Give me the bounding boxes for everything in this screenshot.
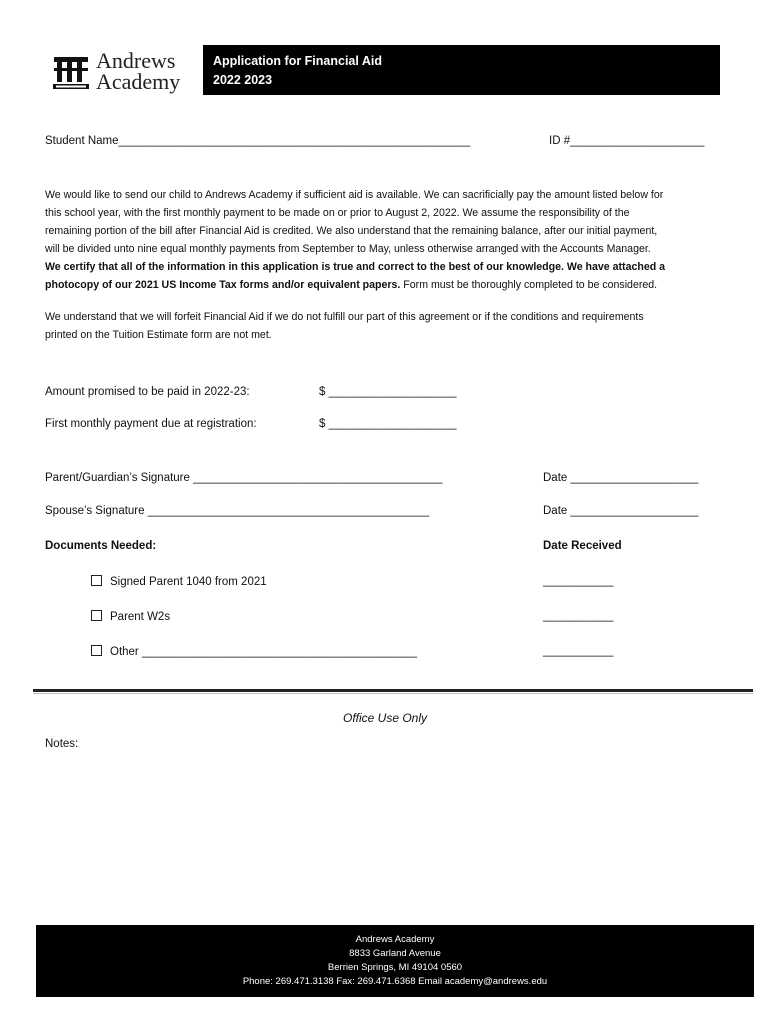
section-divider-shadow	[33, 693, 753, 694]
amount-promised-label: Amount promised to be paid in 2022-23:	[45, 386, 250, 398]
footer-city: Berrien Springs, MI 49104 0560	[327, 962, 463, 973]
section-divider	[33, 689, 753, 692]
academy-logo-icon	[52, 54, 90, 92]
amount-promised-field[interactable]: $ ____________________	[319, 386, 457, 398]
form-title: Application for Financial Aid	[213, 54, 382, 68]
paragraph-line: will be divided unto nine equal monthly payments from September to May, unless otherwise arranged with the Accounts Manager.	[45, 243, 651, 255]
checkbox-icon[interactable]	[91, 610, 102, 621]
form-year: 2022 2023	[213, 73, 273, 87]
footer-contact: Phone: 269.471.3138 Fax: 269.471.6368 Email academy@andrews.edu	[242, 976, 548, 987]
checkbox-icon[interactable]	[91, 575, 102, 586]
student-name-field[interactable]: Student Name_______________________________________________________	[45, 135, 471, 147]
logo-line-1: Andrews	[96, 48, 176, 73]
document-label: Signed Parent 1040 from 2021	[110, 576, 267, 588]
date-received-heading: Date Received	[543, 540, 622, 552]
academy-logo-text	[96, 50, 180, 92]
paragraph-line	[45, 276, 725, 294]
date-received-field[interactable]: ___________	[543, 610, 614, 622]
parent-date-field[interactable]: Date ____________________	[543, 472, 699, 484]
first-payment-label: First monthly payment due at registration:	[45, 418, 257, 430]
documents-heading: Documents Needed:	[45, 540, 157, 552]
first-payment-field[interactable]: $ ____________________	[319, 418, 457, 430]
paragraph-line: We understand that we will forfeit Financial Aid if we do not fulfill our part of this agreement or if the conditions and requirements	[45, 311, 644, 323]
parent-signature-field[interactable]: Parent/Guardian’s Signature _______________________________________	[45, 472, 443, 484]
footer-street: 8833 Garland Avenue	[349, 948, 441, 959]
document-label: Parent W2s	[110, 611, 171, 623]
paragraph-line: this school year, with the first monthly payment to be made on or prior to August 2, 2022. We assume the responsibility of the	[45, 207, 630, 219]
document-item-w2[interactable]	[91, 610, 170, 623]
logo-line-2: Academy	[96, 69, 181, 94]
date-received-field[interactable]: ___________	[543, 645, 614, 657]
date-received-field[interactable]: ___________	[543, 575, 614, 587]
paragraph-line: We would like to send our child to Andrews Academy if sufficient aid is available. We can sacrificially pay the amount listed below for	[45, 189, 664, 201]
certification-bold: photocopy of our 2021 US Income Tax forms and/or equivalent papers.	[45, 279, 401, 291]
office-use-heading: Office Use Only	[342, 711, 428, 725]
document-item-1040[interactable]	[91, 575, 267, 588]
agreement-paragraph	[45, 186, 725, 294]
paragraph-line: printed on the Tuition Estimate form are not met.	[45, 329, 272, 341]
certification-line: We certify that all of the information in this application is true and correct to the best of our knowledge. We have attached a	[45, 261, 666, 273]
notes-label: Notes:	[45, 738, 79, 750]
forfeit-paragraph	[45, 308, 725, 344]
document-item-other[interactable]	[91, 645, 417, 658]
footer-contact-box	[36, 925, 754, 997]
spouse-date-field[interactable]: Date ____________________	[543, 505, 699, 517]
form-title-banner	[203, 45, 720, 95]
paragraph-line: remaining portion of the bill after Financial Aid is credited. We also understand that the remaining balance, after our initial payment,	[45, 225, 658, 237]
completion-note: Form must be thoroughly completed to be considered.	[400, 279, 658, 291]
document-label: Other ___________________________________________	[110, 646, 417, 658]
footer-school-name: Andrews Academy	[355, 934, 435, 945]
checkbox-icon[interactable]	[91, 645, 102, 656]
spouse-signature-field[interactable]: Spouse’s Signature ____________________________________________	[45, 505, 430, 517]
student-id-field[interactable]: ID #_____________________	[549, 135, 705, 147]
